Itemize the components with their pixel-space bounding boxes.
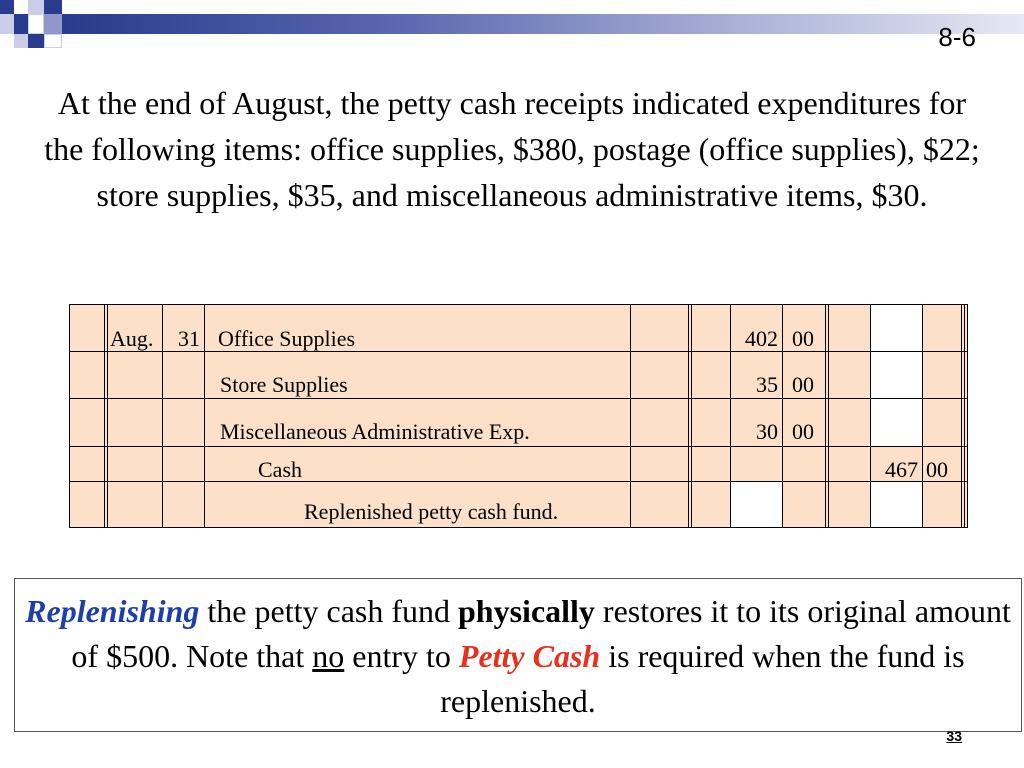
callout-underline: no (312, 638, 345, 674)
journal-entry (69, 304, 968, 528)
blank-cell (870, 481, 922, 527)
callout-text: is required when the fund is replenished. (440, 638, 965, 719)
decor-square (44, 34, 62, 48)
intro-text: At the end of August, the petty cash receipts indicated expenditures for the following items: office supplies, $380, postage (office supplies), $22; store supplies, $35, and miscellaneous administrative items, $30. (44, 85, 980, 213)
entry-explanation: Replenished petty cash fund. (304, 499, 559, 524)
account-misc-admin: Miscellaneous Administrative Exp. (220, 419, 530, 444)
blank-cell (870, 305, 922, 446)
callout-emphasis: physically (458, 593, 595, 629)
decor-square (14, 34, 28, 48)
header-bar (62, 14, 1024, 34)
callout-text: restores it to its original amount of $500. Note that (71, 593, 1011, 674)
credit-cents: 00 (926, 457, 948, 482)
decor-square (14, 0, 28, 14)
debit-amount: 35 (756, 372, 778, 397)
debit-amount: 402 (745, 326, 778, 351)
blank-cell (730, 481, 782, 527)
debit-cents: 00 (792, 326, 814, 351)
decor-square (28, 0, 44, 14)
callout-keyword: Replenishing (25, 593, 200, 629)
entry-month: Aug. (110, 326, 154, 351)
account-store-supplies: Store Supplies (220, 372, 348, 397)
slide-label: 8-6 (938, 22, 976, 52)
decor-square (14, 14, 28, 34)
credit-amount: 467 (885, 457, 918, 482)
account-cash: Cash (258, 457, 302, 482)
decor-square (28, 14, 44, 34)
debit-amount: 30 (756, 419, 778, 444)
entry-day: 31 (178, 326, 200, 351)
decor-square (28, 34, 44, 48)
decor-square (44, 0, 62, 14)
decor-square (0, 0, 14, 14)
debit-cents: 00 (792, 372, 814, 397)
page-number: 33 (946, 728, 962, 744)
callout-box (14, 578, 1022, 732)
account-office-supplies: Office Supplies (218, 326, 356, 351)
callout-text: the petty cash fund (199, 593, 458, 629)
decor-square (0, 14, 14, 34)
callout-account: Petty Cash (458, 638, 601, 674)
callout-text: entry to (344, 638, 459, 674)
debit-cents: 00 (792, 419, 814, 444)
decor-square (44, 14, 62, 34)
